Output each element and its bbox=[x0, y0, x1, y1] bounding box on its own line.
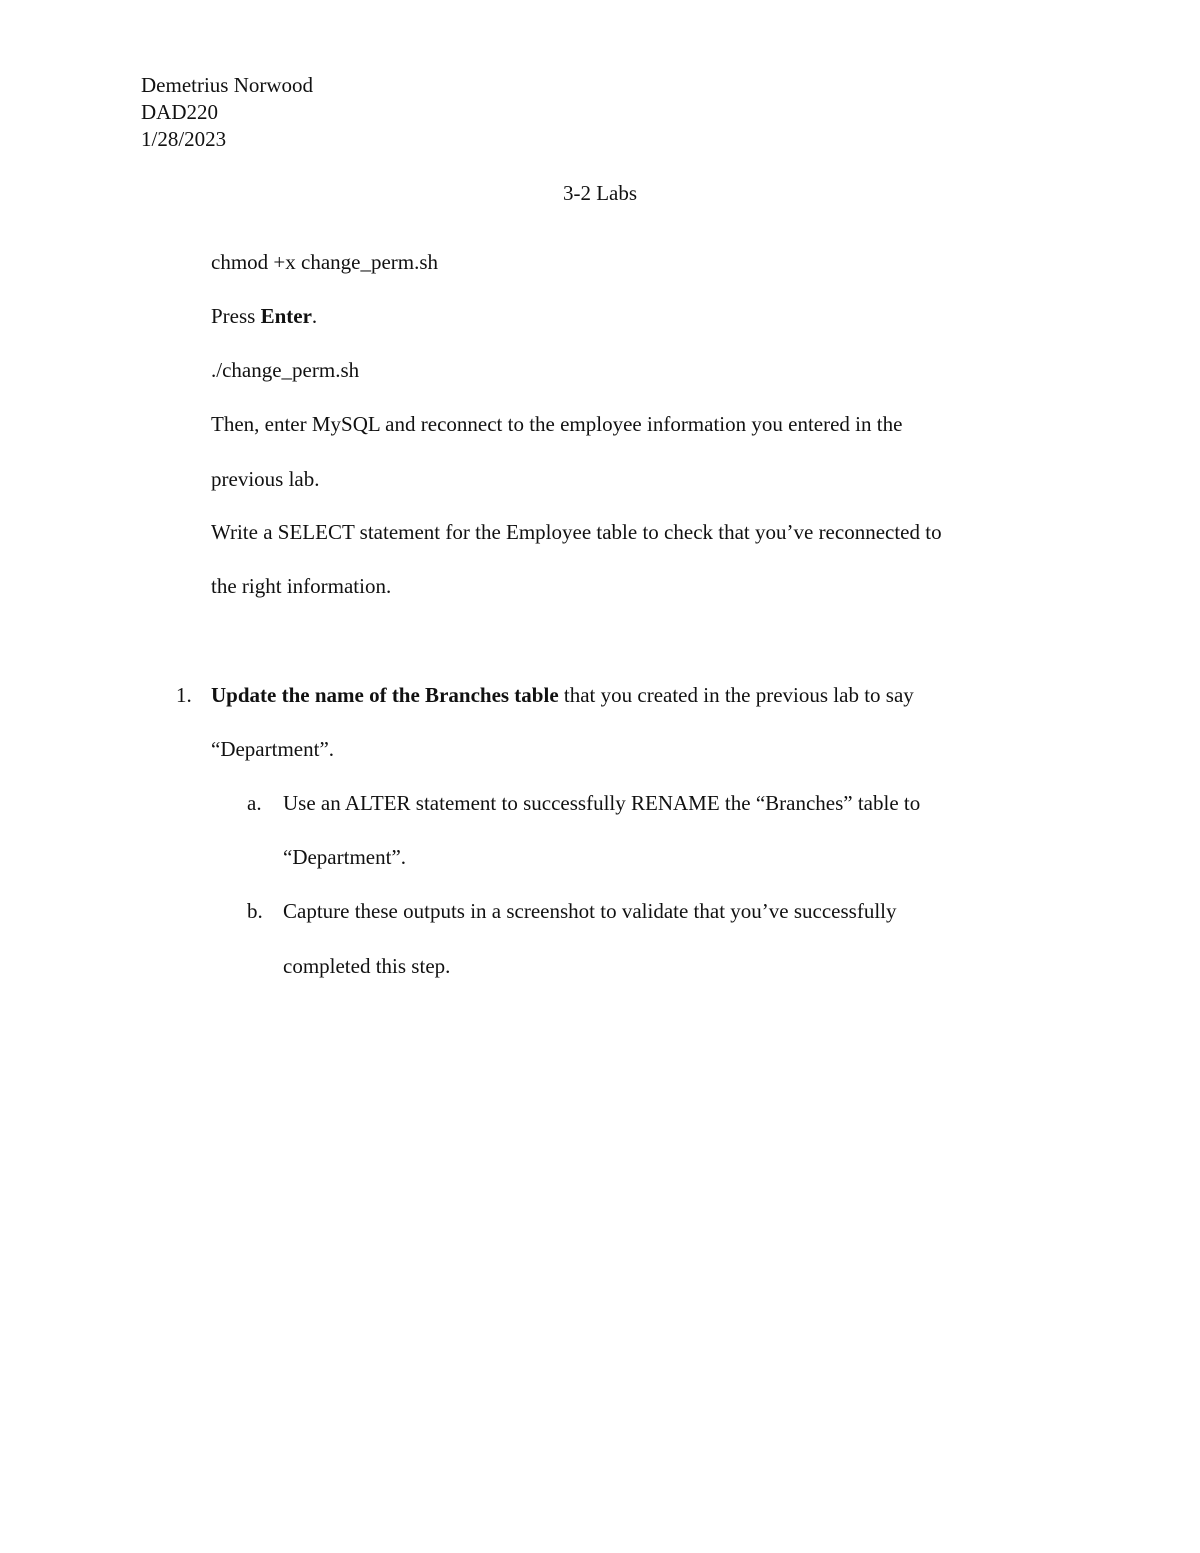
list-item-1-rest: that you created in the previous lab to say bbox=[558, 683, 914, 707]
document-date: 1/28/2023 bbox=[141, 127, 227, 151]
instruction-mysql-line2: previous lab. bbox=[211, 467, 320, 491]
sub-item-b-line2: completed this step. bbox=[283, 954, 451, 978]
press-prefix: Press bbox=[211, 304, 261, 328]
instruction-select-line2: the right information. bbox=[211, 574, 392, 598]
course-code: DAD220 bbox=[141, 100, 218, 124]
sub-item-b-letter: b. bbox=[247, 899, 263, 923]
instruction-select-line1: Write a SELECT statement for the Employee table to check that you’ve reconnected to bbox=[211, 520, 942, 544]
list-item-1-line1 bbox=[211, 682, 914, 709]
press-suffix: . bbox=[311, 304, 318, 328]
document-title: 3-2 Labs bbox=[562, 181, 638, 205]
sub-item-a-letter: a. bbox=[247, 791, 262, 815]
command-run-script: ./change_perm.sh bbox=[211, 358, 360, 382]
author-name: Demetrius Norwood bbox=[141, 73, 314, 97]
press-enter-line bbox=[211, 303, 317, 330]
instruction-mysql-line1: Then, enter MySQL and reconnect to the employee information you entered in the bbox=[211, 412, 903, 436]
command-chmod: chmod +x change_perm.sh bbox=[211, 250, 439, 274]
sub-item-a-line1: Use an ALTER statement to successfully RENAME the “Branches” table to bbox=[283, 791, 921, 815]
list-item-1-line2: “Department”. bbox=[211, 737, 335, 761]
list-item-number: 1. bbox=[176, 683, 192, 707]
enter-key-label: Enter bbox=[260, 304, 312, 328]
sub-item-a-line2: “Department”. bbox=[283, 845, 407, 869]
sub-item-b-line1: Capture these outputs in a screenshot to validate that you’ve successfully bbox=[283, 899, 897, 923]
list-item-1-bold: Update the name of the Branches table bbox=[211, 683, 559, 707]
